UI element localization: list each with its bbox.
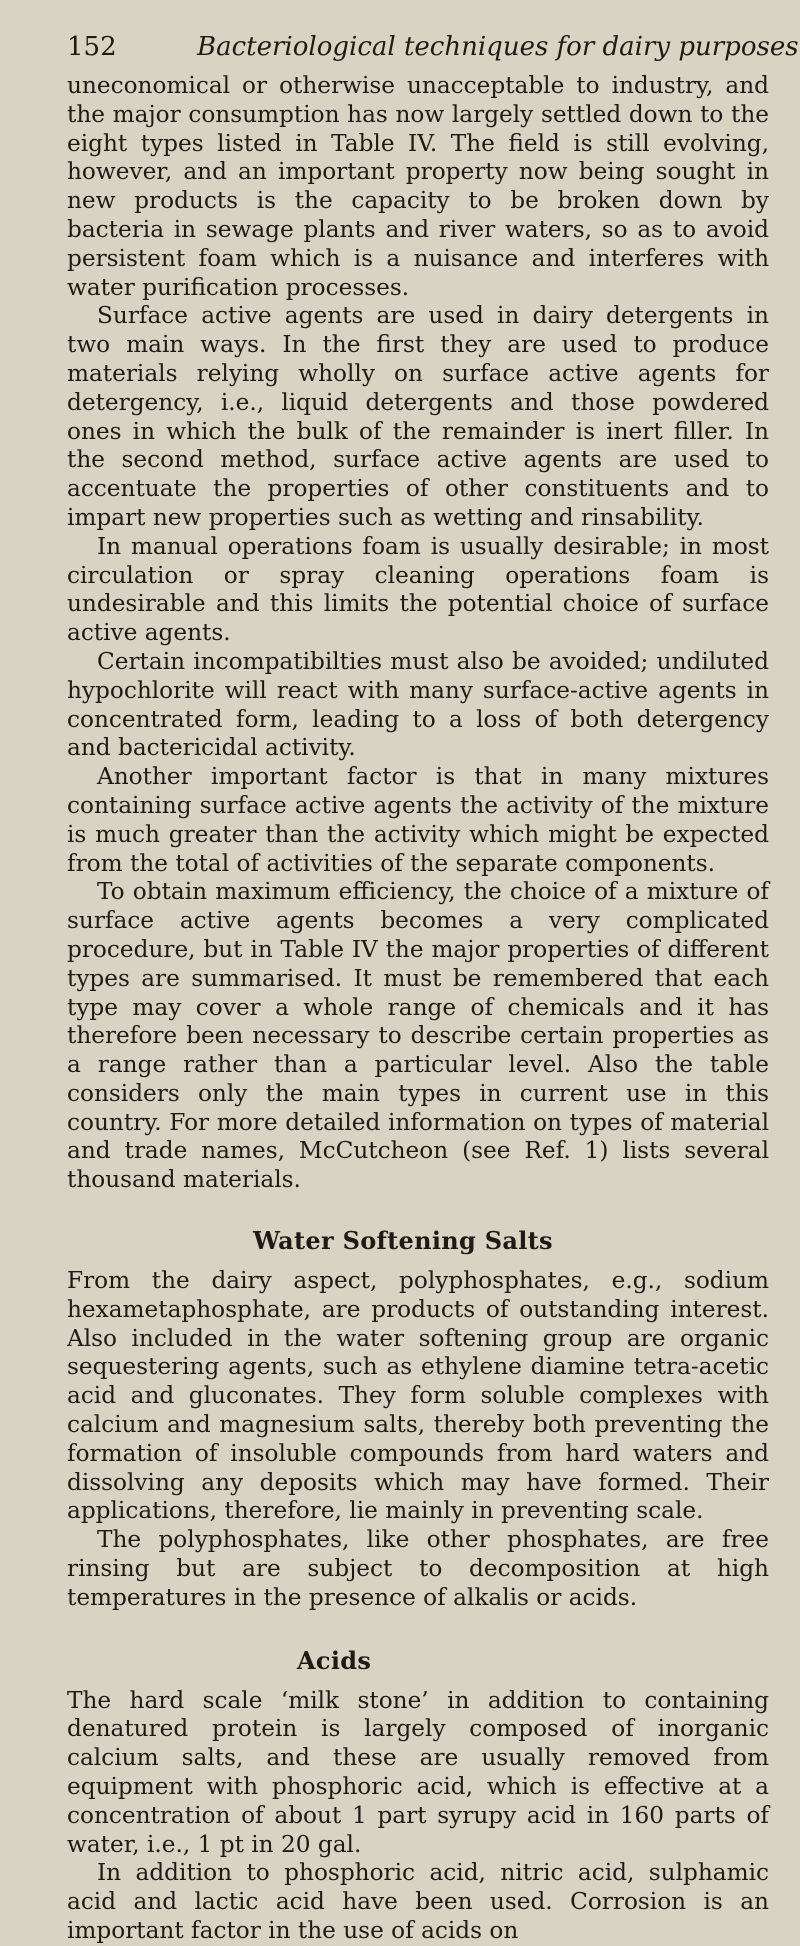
paragraph: To obtain maximum efficiency, the choice of a mixture of surface active agents becomes a very complicated procedure, but in Table IV the major properties of different types are summarised. It must be remembered that each type may cover a whole range of chemicals and it has therefore been necessary to describe certain properties as a range rather than a particular level. Also the table considers only the main types in current use in this country. For more detailed information on types of material and trade names, McCutcheon (see Ref. 1) lists several thousand materials. [67,878,769,1194]
paragraph: The hard scale ‘milk stone’ in addition to containing denatured protein is largely composed of inorganic calcium salts, and these are usually removed from equipment with phosphoric acid, which is effective at a concentration of about 1 part syrupy acid in 160 parts of water, i.e., 1 pt in 20 gal. [67,1686,769,1858]
section-heading-acids: Acids [297,1645,372,1675]
running-title: Bacteriological techniques for dairy purposes [197,32,799,62]
paragraph: Another important factor is that in many mixtures containing surface active agents the activity of the mixture is much greater than the activity which might be expected from the total of activities of the separate components. [67,763,769,877]
paragraph: Surface active agents are used in dairy detergents in two main ways. In the first they are used to produce materials relying wholly on surface active agents for detergency, i.e., liquid detergents and those powdered ones in which the bulk of the remainder is inert filler. In the second method, surface active agents are used to accentuate the properties of other constituents and to impart new properties such as wetting and rinsability. [67,302,769,531]
paragraph: In manual operations foam is usually desirable; in most circulation or spray cleaning operations foam is undesirable and this limits the potential choice of surface active agents. [67,532,769,647]
paragraph: Certain incompatibilties must also be avoided; undiluted hypochlorite will react with many surface-active agents in concentrated form, leading to a loss of both detergency and bactericidal activity. [67,647,769,762]
page-number: 152 [67,32,117,62]
page-body [67,72,769,1946]
paragraph: The polyphosphates, like other phosphates, are free rinsing but are subject to decomposition at high temperatures in the presence of alkalis or acids. [67,1526,769,1611]
paragraph: uneconomical or otherwise unacceptable to industry, and the major consumption has now largely settled down to the eight types listed in Table IV. The field is still evolving, however, and an important property now being sought in new products is the capacity to be broken down by bacteria in sewage plants and river waters, so as to avoid persistent foam which is a nuisance and interferes with water purification processes. [67,72,769,301]
paragraph: From the dairy aspect, polyphosphates, e.g., sodium hexametaphosphate, are products of outstanding interest. Also included in the water softening group are organic sequestering agents, such as ethylene diamine tetra-acetic acid and gluconates. They form soluble complexes with calcium and magnesium salts, thereby both preventing the formation of insoluble compounds from hard waters and dissolving any deposits which may have formed. Their applications, therefore, lie mainly in preventing scale. [67,1267,769,1525]
running-header [67,30,799,64]
paragraph: In addition to phosphoric acid, nitric acid, sulphamic acid and lactic acid have been used. Corrosion is an important factor in the use of acids on [67,1859,769,1945]
section-heading-water-softening-salts: Water Softening Salts [253,1226,553,1256]
